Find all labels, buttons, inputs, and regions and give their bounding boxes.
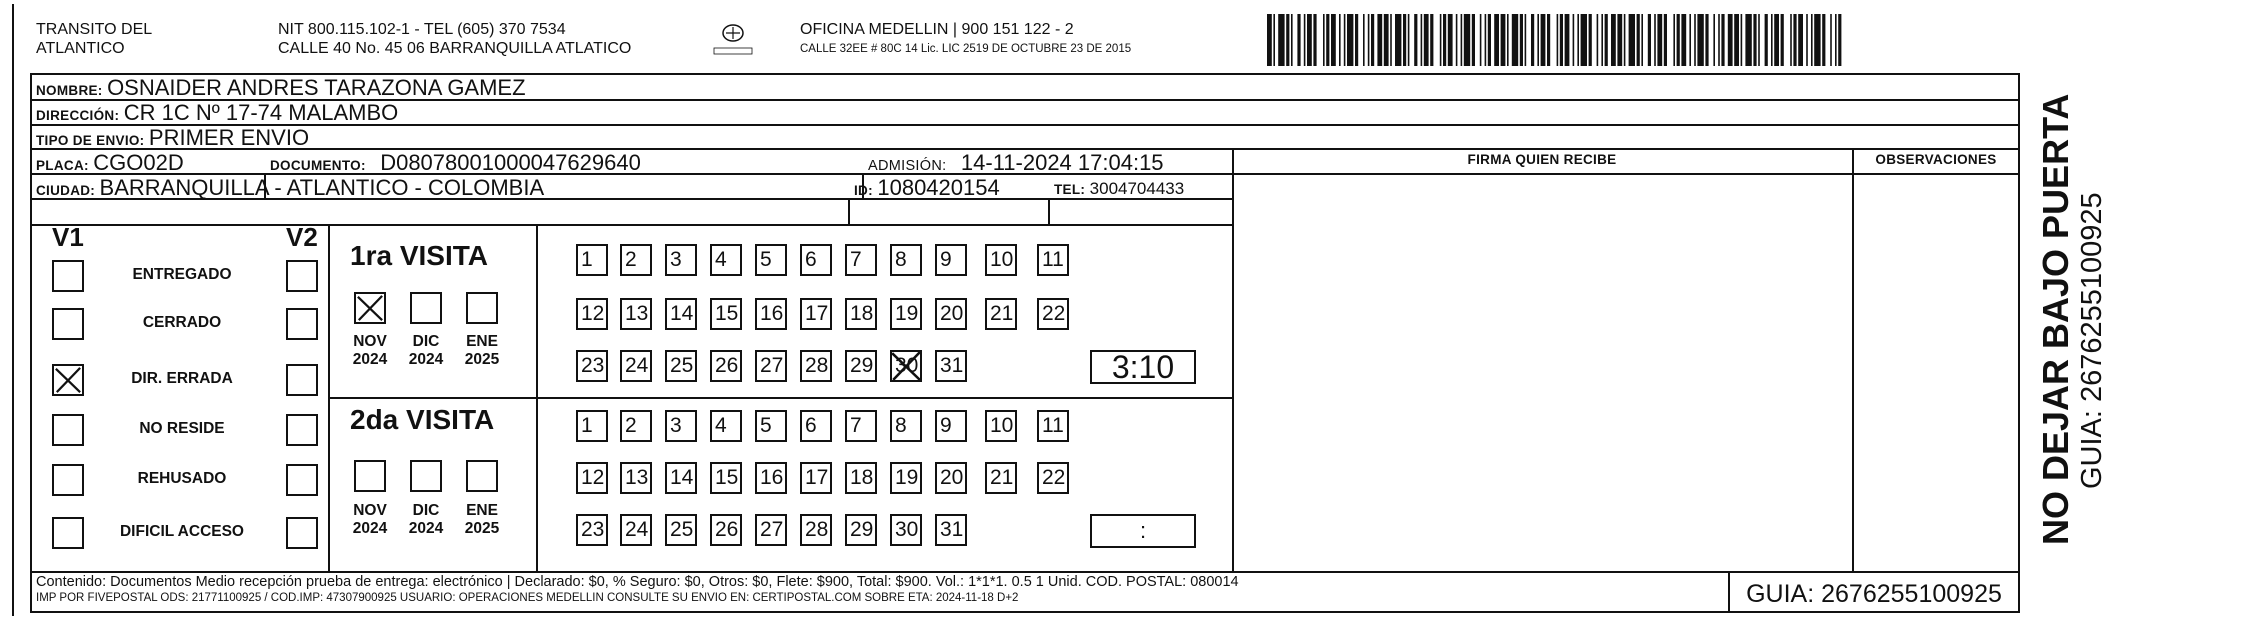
month-label: DIC 2024 bbox=[408, 333, 444, 368]
barcode bbox=[1265, 14, 1845, 66]
side-warning: NO DEJAR BAJO PUERTA bbox=[2035, 93, 2076, 545]
company-contact: NIT 800.115.102-1 - TEL (605) 370 7534 CALLE 40 No. 45 06 BARRANQUILLA ATLATICO bbox=[278, 21, 632, 57]
day-box[interactable]: 14 bbox=[665, 298, 697, 330]
day-box[interactable]: 7 bbox=[845, 244, 877, 276]
day-box[interactable]: 30 bbox=[890, 514, 922, 546]
day-box[interactable]: 19 bbox=[890, 298, 922, 330]
day-box[interactable]: 1 bbox=[576, 244, 608, 276]
day-box[interactable]: 11 bbox=[1037, 244, 1069, 276]
status-option-label: DIFICIL ACCESO bbox=[119, 523, 244, 540]
day-box[interactable]: 16 bbox=[755, 298, 787, 330]
tel-cell: TEL: 3004704433 bbox=[1054, 179, 1185, 198]
v1-label: V1 bbox=[52, 222, 84, 252]
observations-header: OBSERVACIONES bbox=[1875, 152, 1997, 167]
day-box[interactable]: 25 bbox=[665, 350, 697, 382]
visit-title: 2da VISITA bbox=[350, 404, 495, 435]
document-value: D08078001000047629640 bbox=[380, 150, 641, 175]
day-box[interactable]: 21 bbox=[985, 462, 1017, 494]
margin-rule bbox=[12, 4, 14, 616]
v1-checkbox[interactable] bbox=[52, 364, 84, 396]
day-box[interactable]: 18 bbox=[845, 462, 877, 494]
day-box[interactable]: 28 bbox=[800, 350, 832, 382]
visit-time-box[interactable]: 3:10 bbox=[1090, 350, 1196, 384]
admission-value: 14-11-2024 17:04:15 bbox=[960, 150, 1164, 175]
day-box[interactable]: 1 bbox=[576, 410, 608, 442]
company-name: TRANSITO DEL ATLANTICO bbox=[36, 21, 153, 57]
month-checkbox[interactable] bbox=[410, 460, 442, 492]
footer-guia: GUIA: 2676255100925 bbox=[1746, 580, 2002, 608]
v2-checkbox[interactable] bbox=[286, 260, 318, 292]
signature-header: FIRMA QUIEN RECIBE bbox=[1467, 152, 1617, 167]
day-box[interactable]: 5 bbox=[755, 410, 787, 442]
month-label: ENE 2025 bbox=[464, 333, 500, 368]
v1-checkbox[interactable] bbox=[52, 308, 84, 340]
day-box[interactable]: 3 bbox=[665, 244, 697, 276]
day-box[interactable]: 20 bbox=[935, 298, 967, 330]
day-box[interactable]: 8 bbox=[890, 410, 922, 442]
day-box[interactable]: 9 bbox=[935, 410, 967, 442]
recipient-address: CR 1C Nº 17-74 MALAMBO bbox=[123, 100, 399, 125]
day-box[interactable]: 4 bbox=[710, 244, 742, 276]
day-box[interactable]: 6 bbox=[800, 244, 832, 276]
day-box[interactable]: 20 bbox=[935, 462, 967, 494]
status-option-label: ENTREGADO bbox=[132, 266, 232, 283]
day-box[interactable]: 12 bbox=[576, 462, 608, 494]
month-checkbox[interactable] bbox=[410, 292, 442, 324]
office-info: OFICINA MEDELLIN | 900 151 122 - 2 CALLE 32EE # 80C 14 Lic. LIC 2519 DE OCTUBRE 23 DE 2015 bbox=[800, 21, 1132, 55]
visit-title: 1ra VISITA bbox=[350, 240, 488, 271]
day-box[interactable]: 13 bbox=[620, 462, 652, 494]
day-box[interactable]: 25 bbox=[665, 514, 697, 546]
day-box[interactable]: 29 bbox=[845, 514, 877, 546]
name-row: NOMBRE: OSNAIDER ANDRES TARAZONA GAMEZ bbox=[36, 75, 526, 100]
day-box[interactable]: 30 bbox=[890, 350, 922, 382]
day-box[interactable]: 24 bbox=[620, 350, 652, 382]
send-type-row: TIPO DE ENVIO: PRIMER ENVIO bbox=[36, 125, 310, 150]
day-box[interactable]: 22 bbox=[1037, 462, 1069, 494]
day-box[interactable]: 8 bbox=[890, 244, 922, 276]
document-cell: DOCUMENTO: D08078001000047629640 bbox=[270, 150, 641, 175]
recipient-name: OSNAIDER ANDRES TARAZONA GAMEZ bbox=[107, 75, 526, 100]
day-box[interactable]: 29 bbox=[845, 350, 877, 382]
day-box[interactable]: 11 bbox=[1037, 410, 1069, 442]
month-checkbox[interactable] bbox=[466, 292, 498, 324]
day-box[interactable]: 3 bbox=[665, 410, 697, 442]
footer-details bbox=[36, 573, 1239, 605]
month-checkbox[interactable] bbox=[354, 292, 386, 324]
status-option-label: NO RESIDE bbox=[139, 420, 225, 437]
courier-logo bbox=[710, 18, 756, 58]
day-box[interactable]: 23 bbox=[576, 350, 608, 382]
day-box[interactable]: 15 bbox=[710, 462, 742, 494]
day-box[interactable]: 28 bbox=[800, 514, 832, 546]
month-checkbox[interactable] bbox=[466, 460, 498, 492]
print-line: IMP POR FIVEPOSTAL ODS: 21771100925 / COD.IMP: 47307900925 USUARIO: OPERACIONES MEDELLIN CONSULTE SU ENVIO EN: CERTIPOSTAL.COM SOBRE ETA: 2024-11-18 D+2 bbox=[36, 592, 1019, 604]
day-box[interactable]: 10 bbox=[985, 244, 1017, 276]
month-checkbox[interactable] bbox=[354, 460, 386, 492]
side-guia: GUIA: 2676255100925 bbox=[2076, 192, 2108, 489]
v1-checkbox[interactable] bbox=[52, 517, 84, 549]
day-box[interactable]: 4 bbox=[710, 410, 742, 442]
day-box[interactable]: 7 bbox=[845, 410, 877, 442]
status-option-label: DIR. ERRADA bbox=[131, 370, 233, 387]
v1-checkbox[interactable] bbox=[52, 464, 84, 496]
month-label: DIC 2024 bbox=[408, 502, 444, 537]
day-box[interactable]: 14 bbox=[665, 462, 697, 494]
day-box[interactable]: 27 bbox=[755, 514, 787, 546]
day-box[interactable]: 2 bbox=[620, 410, 652, 442]
month-label: NOV 2024 bbox=[352, 333, 388, 368]
status-option-label: REHUSADO bbox=[137, 470, 227, 487]
day-box[interactable]: 19 bbox=[890, 462, 922, 494]
day-box[interactable]: 2 bbox=[620, 244, 652, 276]
v2-checkbox[interactable] bbox=[286, 364, 318, 396]
day-box[interactable]: 12 bbox=[576, 298, 608, 330]
day-box[interactable]: 26 bbox=[710, 350, 742, 382]
day-box[interactable]: 18 bbox=[845, 298, 877, 330]
address-row: DIRECCIÓN: CR 1C Nº 17-74 MALAMBO bbox=[36, 100, 399, 125]
day-mark bbox=[890, 350, 922, 382]
send-type-value: PRIMER ENVIO bbox=[148, 125, 310, 150]
visit-time-box[interactable]: : bbox=[1090, 514, 1196, 548]
side-notice bbox=[2036, 85, 2108, 545]
day-box[interactable]: 15 bbox=[710, 298, 742, 330]
v2-label: V2 bbox=[286, 222, 318, 252]
id-value: 1080420154 bbox=[877, 175, 1000, 200]
day-box[interactable]: 5 bbox=[755, 244, 787, 276]
day-box[interactable]: 13 bbox=[620, 298, 652, 330]
day-box[interactable]: 31 bbox=[935, 514, 967, 546]
day-box[interactable]: 16 bbox=[755, 462, 787, 494]
day-box[interactable]: 10 bbox=[985, 410, 1017, 442]
v1-checkbox[interactable] bbox=[52, 260, 84, 292]
day-box[interactable]: 22 bbox=[1037, 298, 1069, 330]
tel-value: 3004704433 bbox=[1089, 179, 1185, 198]
month-label: NOV 2024 bbox=[352, 502, 388, 537]
contents-line: Contenido: Documentos Medio recepción prueba de entrega: electrónico | Declarado: $0, % Seguro: $0, Otros: $0, Flete: $900, Total: $900. Vol.: 1*1*1. 0.5 1 Unid. COD. POSTAL: 080014 bbox=[36, 574, 1239, 590]
day-box[interactable]: 9 bbox=[935, 244, 967, 276]
day-box[interactable]: 21 bbox=[985, 298, 1017, 330]
day-box[interactable]: 27 bbox=[755, 350, 787, 382]
v2-checkbox[interactable] bbox=[286, 517, 318, 549]
city-cell: CIUDAD: BARRANQUILLA - ATLANTICO - COLOMBIA bbox=[36, 175, 545, 200]
v2-checkbox[interactable] bbox=[286, 464, 318, 496]
day-box[interactable]: 17 bbox=[800, 462, 832, 494]
month-label: ENE 2025 bbox=[464, 502, 500, 537]
day-box[interactable]: 24 bbox=[620, 514, 652, 546]
day-box[interactable]: 31 bbox=[935, 350, 967, 382]
v2-checkbox[interactable] bbox=[286, 308, 318, 340]
day-box[interactable]: 6 bbox=[800, 410, 832, 442]
plate-value: CGO02D bbox=[93, 150, 184, 175]
v2-checkbox[interactable] bbox=[286, 414, 318, 446]
v1-checkbox[interactable] bbox=[52, 414, 84, 446]
id-cell: ID: 1080420154 bbox=[854, 175, 1000, 200]
day-box[interactable]: 17 bbox=[800, 298, 832, 330]
day-box[interactable]: 23 bbox=[576, 514, 608, 546]
city-value: BARRANQUILLA - ATLANTICO - COLOMBIA bbox=[99, 175, 545, 200]
day-box[interactable]: 26 bbox=[710, 514, 742, 546]
admission-cell: ADMISIÓN: 14-11-2024 17:04:15 bbox=[868, 150, 1164, 175]
plate-cell: PLACA: CGO02D bbox=[36, 150, 184, 175]
status-option-label: CERRADO bbox=[142, 314, 222, 331]
